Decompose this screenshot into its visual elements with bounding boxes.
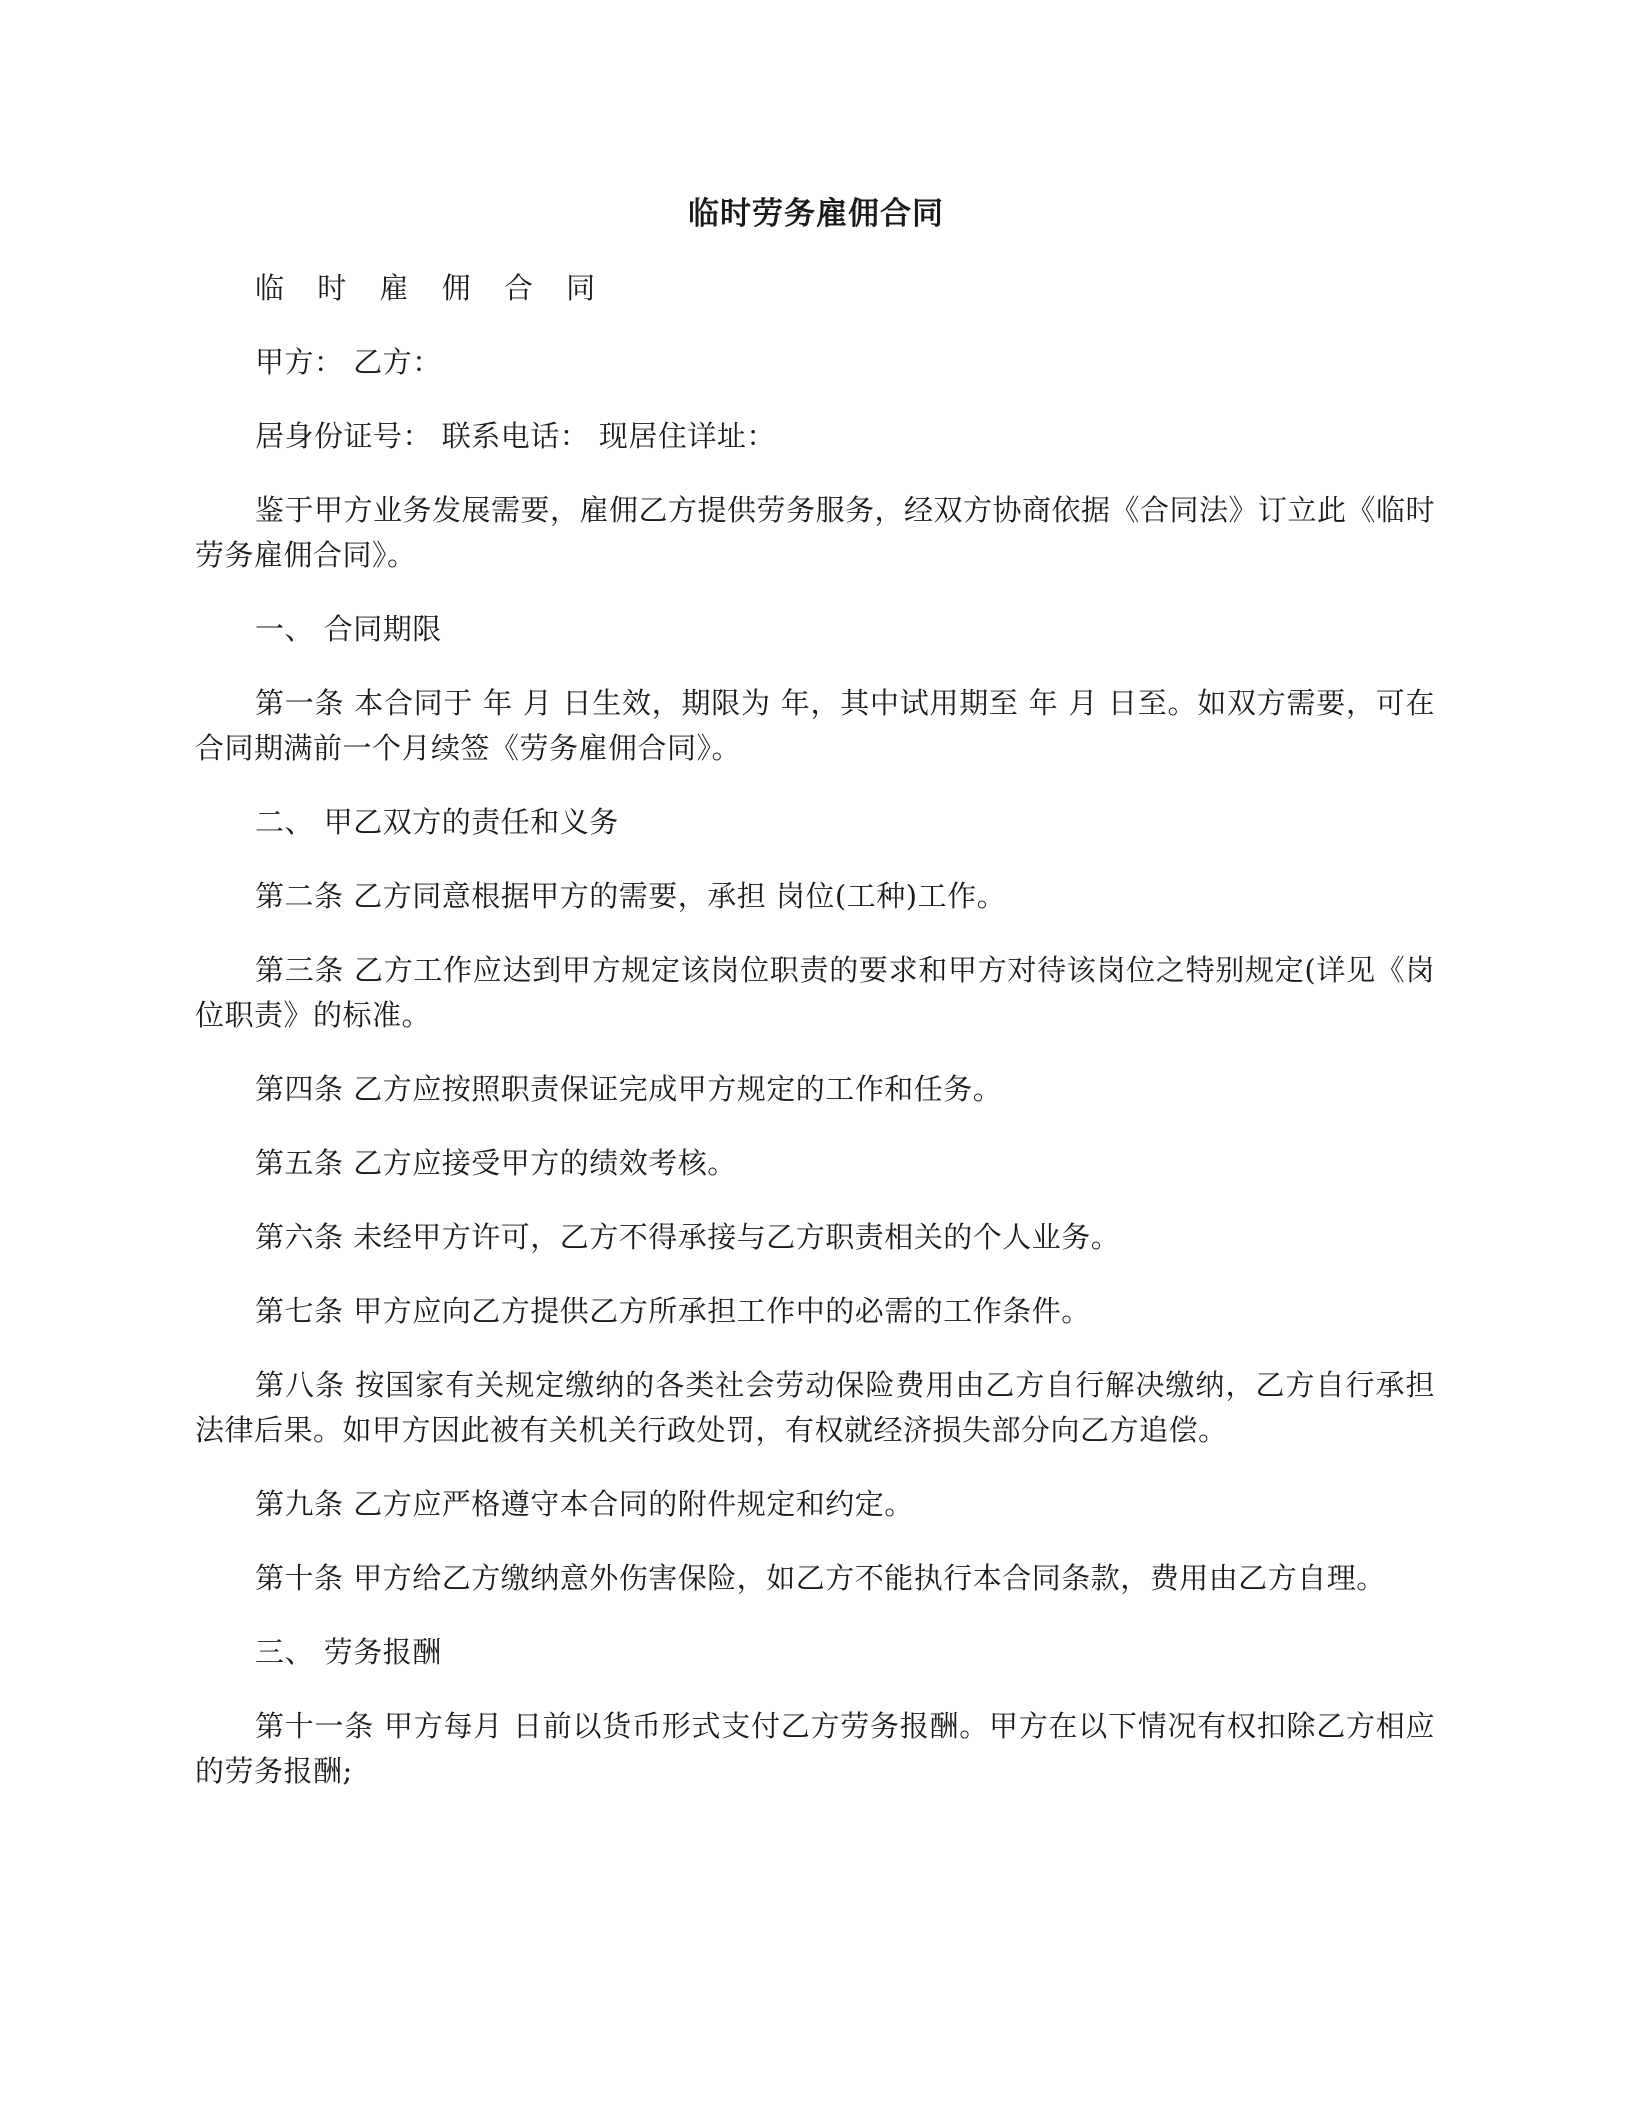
article-8: 第八条 按国家有关规定缴纳的各类社会劳动保险费用由乙方自行解决缴纳，乙方自行承担法律后果。如甲方因此被有关机关行政处罚，有权就经济损失部分向乙方追偿。	[195, 1368, 1435, 1447]
article-4: 第四条 乙方应按照职责保证完成甲方规定的工作和任务。	[255, 1072, 1003, 1106]
article-1: 第一条 本合同于 年 月 日生效，期限为 年，其中试用期至 年 月 日至。如双方需要，可在合同期满前一个月续签《劳务雇佣合同》。	[195, 686, 1435, 765]
parties-line: 甲方： 乙方：	[255, 345, 442, 379]
article-11: 第十一条 甲方每月 日前以货币形式支付乙方劳务报酬。甲方在以下情况有权扣除乙方相应的劳务报酬;	[195, 1709, 1435, 1788]
article-3: 第三条 乙方工作应达到甲方规定该岗位职责的要求和甲方对待该岗位之特别规定(详见《岗位职责》的标准。	[195, 953, 1435, 1032]
section-heading-remuneration: 三、 劳务报酬	[255, 1635, 442, 1669]
article-5: 第五条 乙方应接受甲方的绩效考核。	[255, 1146, 737, 1180]
id-contact-line: 居身份证号： 联系电话： 现居住详址：	[255, 419, 776, 453]
contract-subtitle: 临 时 雇 佣 合 同	[255, 271, 608, 305]
article-10: 第十条 甲方给乙方缴纳意外伤害保险，如乙方不能执行本合同条款，费用由乙方自理。	[255, 1561, 1386, 1595]
article-9: 第九条 乙方应严格遵守本合同的附件规定和约定。	[255, 1487, 914, 1521]
article-7: 第七条 甲方应向乙方提供乙方所承担工作中的必需的工作条件。	[255, 1294, 1091, 1328]
preamble-paragraph: 鉴于甲方业务发展需要，雇佣乙方提供劳务服务，经双方协商依据《合同法》订立此《临时劳务雇佣合同》。	[195, 493, 1436, 572]
article-2: 第二条 乙方同意根据甲方的需要，承担 岗位(工种)工作。	[255, 879, 1007, 913]
section-heading-term: 一、 合同期限	[255, 612, 442, 646]
document-body	[195, 266, 1435, 1823]
article-6: 第六条 未经甲方许可，乙方不得承接与乙方职责相关的个人业务。	[255, 1220, 1121, 1254]
document-title: 临时劳务雇佣合同	[688, 196, 944, 232]
section-heading-duties: 二、 甲乙双方的责任和义务	[255, 805, 619, 839]
